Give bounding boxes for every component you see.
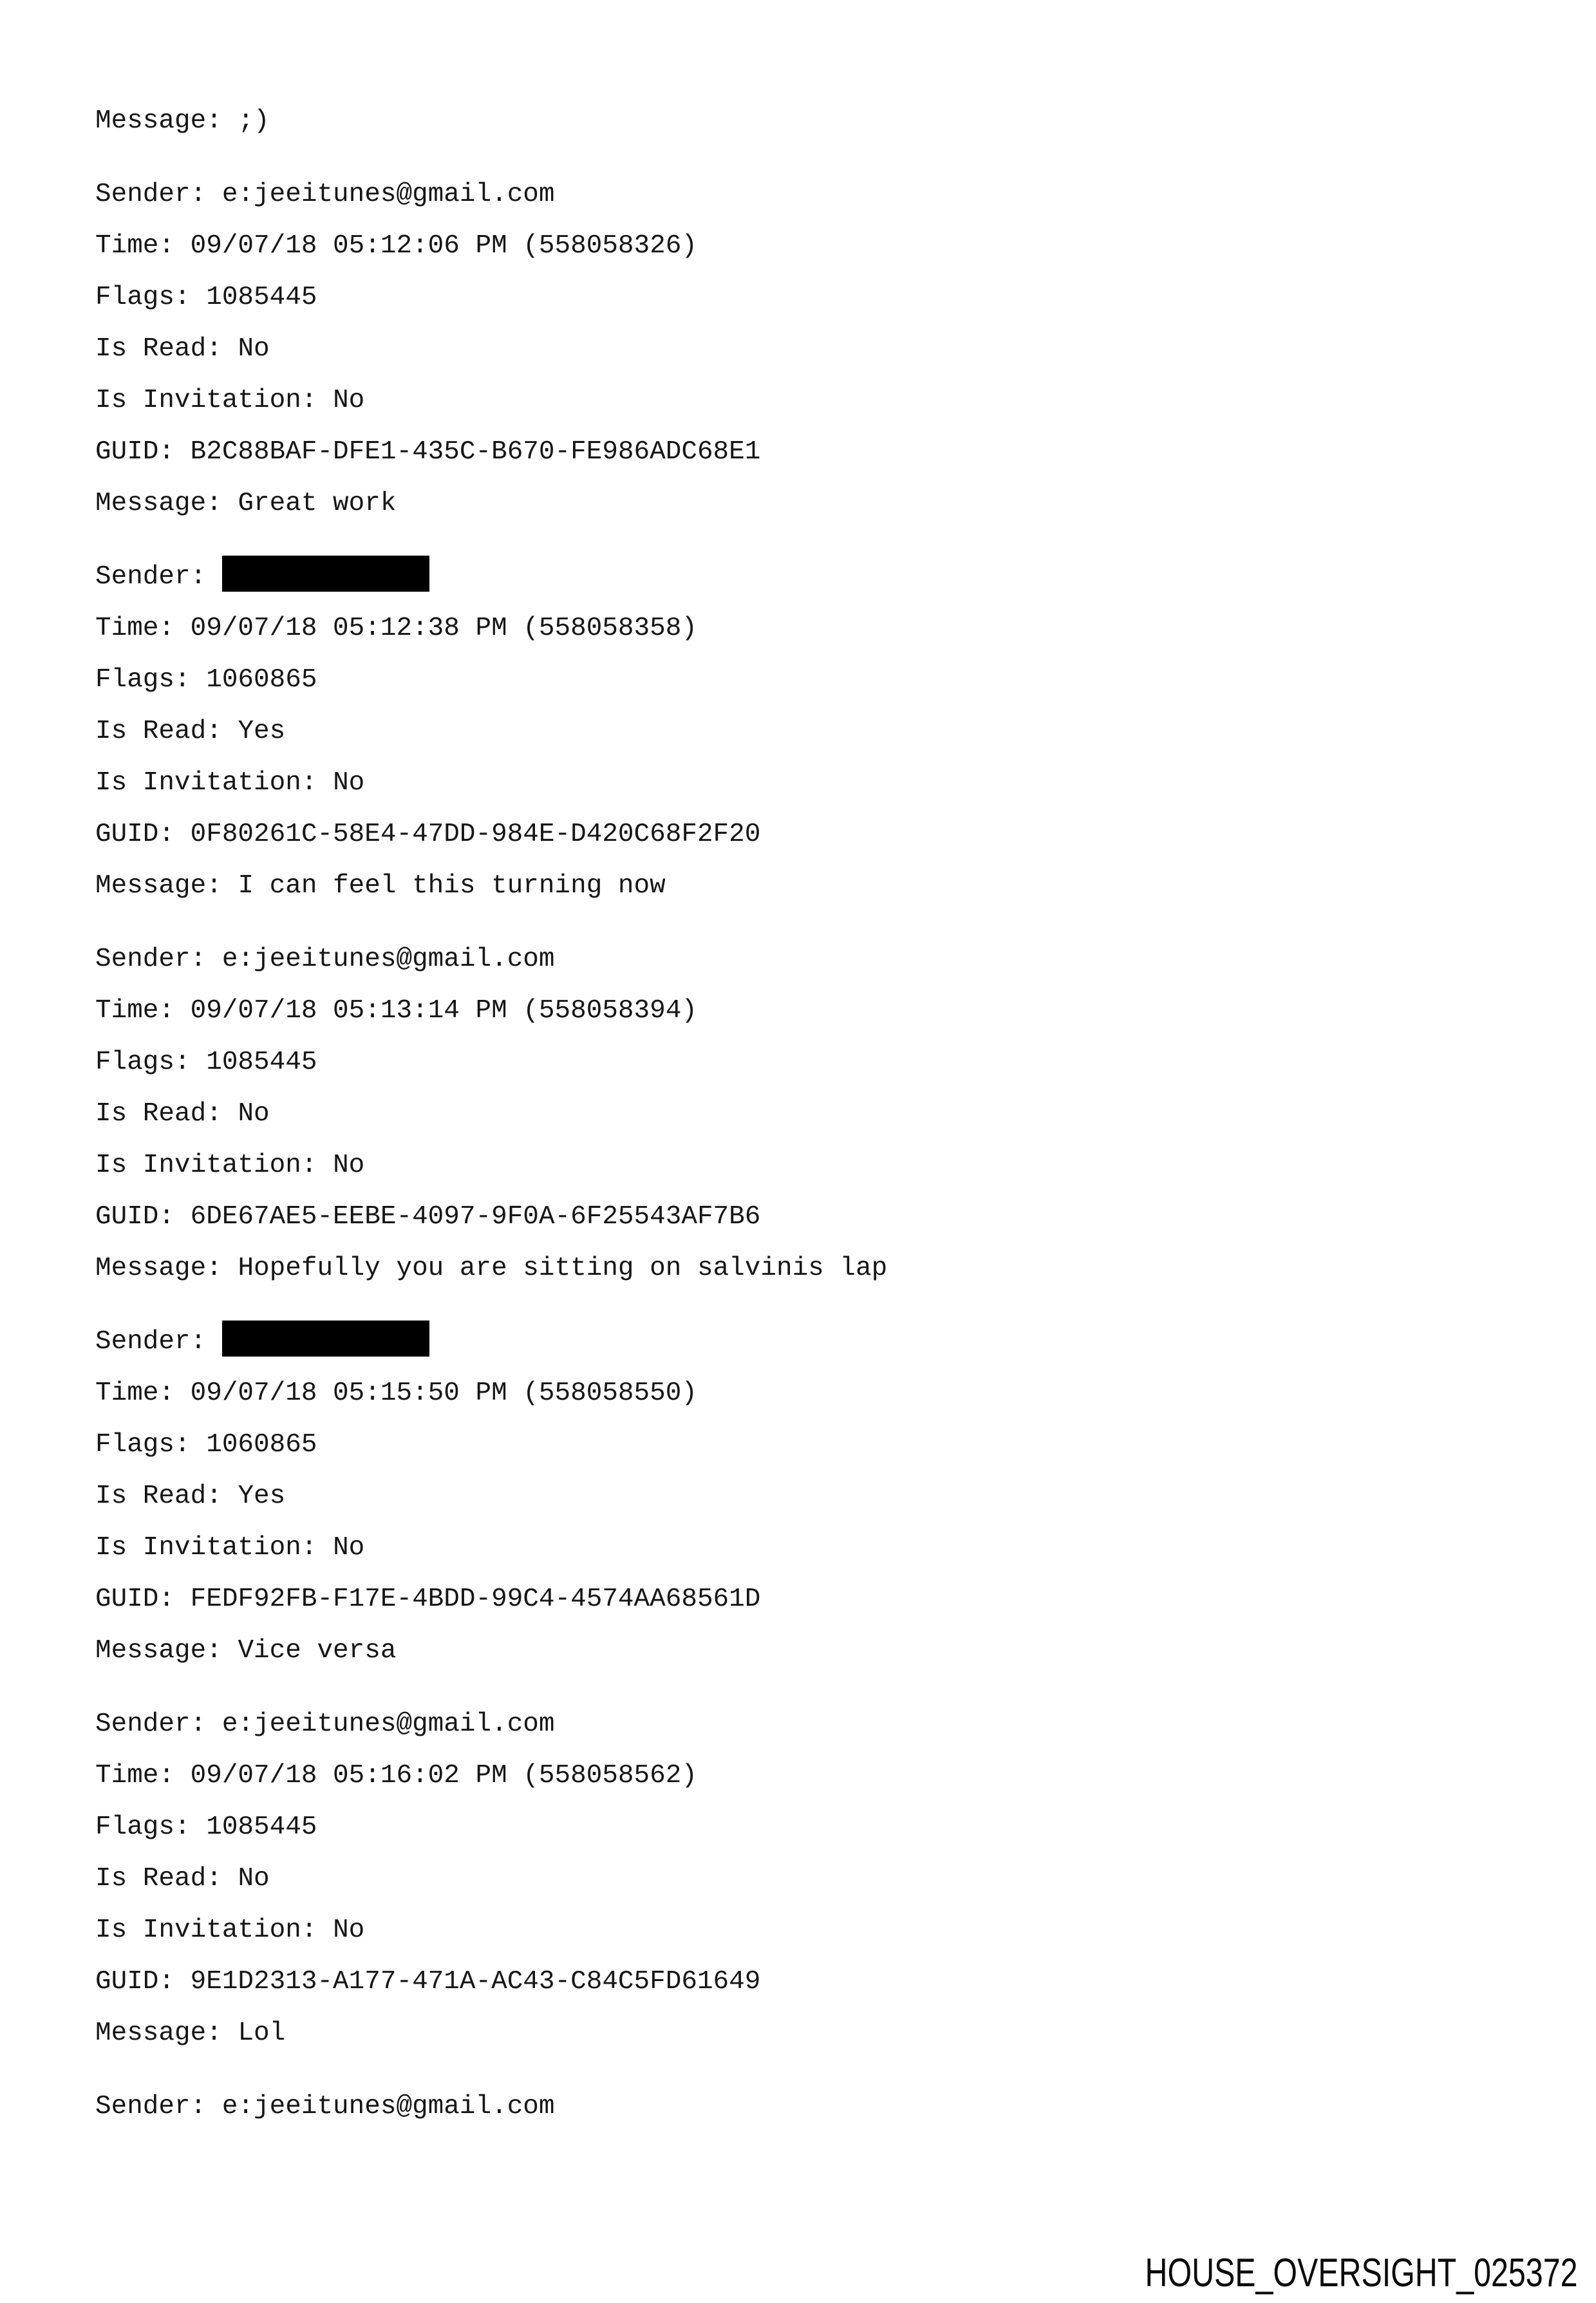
guid-label: GUID: bbox=[95, 437, 175, 467]
sender-line bbox=[95, 934, 887, 985]
guid-label: GUID: bbox=[95, 1967, 175, 1997]
time-label: Time: bbox=[95, 1378, 175, 1408]
guid-label: GUID: bbox=[95, 1202, 175, 1232]
partial-record-bottom bbox=[95, 2081, 887, 2132]
sender-line bbox=[95, 551, 887, 603]
guid-label: GUID: bbox=[95, 1584, 175, 1614]
flags-line bbox=[95, 654, 887, 706]
guid-line bbox=[95, 426, 887, 478]
message-record bbox=[95, 551, 887, 912]
message-label: Message: bbox=[95, 2018, 222, 2048]
sender-value: e:jeeitunes@gmail.com bbox=[221, 180, 555, 209]
redaction-bar bbox=[222, 556, 429, 592]
is-invitation-label: Is Invitation: bbox=[95, 1915, 317, 1945]
message-value: Hopefully you are sitting on salvinis lap bbox=[238, 1254, 888, 1283]
time-label: Time: bbox=[95, 996, 175, 1026]
guid-value: 9E1D2313-A177-471A-AC43-C84C5FD61649 bbox=[190, 1967, 761, 1997]
is-invitation-label: Is Invitation: bbox=[95, 1533, 317, 1563]
is-invitation-line bbox=[95, 1140, 887, 1191]
message-line bbox=[95, 860, 887, 912]
flags-line bbox=[95, 1801, 887, 1853]
message-value: ;) bbox=[238, 106, 270, 136]
time-value: 09/07/18 05:15:50 PM (558058550) bbox=[190, 1378, 697, 1408]
is-invitation-value: No bbox=[333, 768, 365, 798]
sender-label: Sender: bbox=[95, 945, 207, 974]
flags-label: Flags: bbox=[95, 1048, 191, 1077]
flags-line bbox=[95, 1419, 887, 1471]
is-invitation-value: No bbox=[333, 1151, 365, 1180]
is-invitation-label: Is Invitation: bbox=[95, 768, 317, 798]
message-label: Message: bbox=[95, 489, 222, 518]
is-read-line bbox=[95, 1853, 887, 1904]
is-read-line bbox=[95, 323, 887, 375]
time-line bbox=[95, 603, 887, 654]
time-value: 09/07/18 05:13:14 PM (558058394) bbox=[190, 996, 697, 1026]
guid-line bbox=[95, 1574, 887, 1625]
flags-value: 1060865 bbox=[206, 665, 317, 695]
is-invitation-value: No bbox=[333, 1533, 365, 1563]
time-line bbox=[95, 1750, 887, 1801]
flags-value: 1085445 bbox=[206, 1048, 317, 1077]
guid-line bbox=[95, 1191, 887, 1243]
message-label: Message: bbox=[95, 1254, 222, 1283]
guid-value: 6DE67AE5-EEBE-4097-9F0A-6F25543AF7B6 bbox=[190, 1202, 761, 1232]
time-value: 09/07/18 05:12:38 PM (558058358) bbox=[190, 614, 697, 643]
message-record bbox=[95, 169, 887, 529]
time-label: Time: bbox=[95, 614, 175, 643]
is-read-line bbox=[95, 706, 887, 757]
time-line bbox=[95, 985, 887, 1037]
flags-value: 1060865 bbox=[206, 1430, 317, 1460]
is-read-label: Is Read: bbox=[95, 717, 222, 746]
is-invitation-label: Is Invitation: bbox=[95, 386, 317, 415]
message-line bbox=[95, 95, 887, 147]
guid-line bbox=[95, 809, 887, 860]
sender-label: Sender: bbox=[95, 2092, 207, 2121]
message-value: Vice versa bbox=[238, 1636, 397, 1666]
sender-line bbox=[95, 1316, 887, 1368]
message-value: I can feel this turning now bbox=[238, 871, 666, 901]
message-line bbox=[95, 478, 887, 529]
message-label: Message: bbox=[95, 106, 222, 136]
is-read-label: Is Read: bbox=[95, 1099, 222, 1129]
message-line bbox=[95, 1625, 887, 1677]
is-invitation-line bbox=[95, 1904, 887, 1956]
flags-line bbox=[95, 272, 887, 323]
flags-label: Flags: bbox=[95, 1430, 191, 1460]
sender-value: e:jeeitunes@gmail.com bbox=[221, 2092, 555, 2121]
is-read-value: No bbox=[238, 334, 270, 364]
sender-value: e:jeeitunes@gmail.com bbox=[221, 945, 555, 974]
flags-line bbox=[95, 1037, 887, 1088]
is-read-label: Is Read: bbox=[95, 334, 222, 364]
message-log bbox=[95, 95, 887, 2132]
message-record bbox=[95, 1698, 887, 2059]
is-read-value: No bbox=[238, 1864, 270, 1894]
time-value: 09/07/18 05:16:02 PM (558058562) bbox=[190, 1761, 697, 1791]
sender-label: Sender: bbox=[95, 180, 207, 209]
sender-label: Sender: bbox=[95, 1327, 207, 1357]
message-line bbox=[95, 2007, 887, 2059]
sender-line bbox=[95, 169, 887, 220]
sender-line bbox=[95, 2081, 887, 2132]
guid-value: FEDF92FB-F17E-4BDD-99C4-4574AA68561D bbox=[190, 1584, 761, 1614]
message-label: Message: bbox=[95, 1636, 222, 1666]
is-read-value: Yes bbox=[238, 717, 286, 746]
time-line bbox=[95, 1368, 887, 1419]
is-invitation-value: No bbox=[333, 1915, 365, 1945]
flags-value: 1085445 bbox=[206, 283, 317, 312]
is-read-value: No bbox=[238, 1099, 270, 1129]
is-read-line bbox=[95, 1088, 887, 1140]
bates-number: HOUSE_OVERSIGHT_025372 bbox=[1145, 2251, 1577, 2295]
is-invitation-value: No bbox=[333, 386, 365, 415]
is-invitation-line bbox=[95, 757, 887, 809]
sender-label: Sender: bbox=[95, 562, 207, 592]
is-invitation-line bbox=[95, 1522, 887, 1574]
flags-value: 1085445 bbox=[206, 1812, 317, 1842]
message-label: Message: bbox=[95, 871, 222, 901]
is-invitation-label: Is Invitation: bbox=[95, 1151, 317, 1180]
guid-value: B2C88BAF-DFE1-435C-B670-FE986ADC68E1 bbox=[190, 437, 761, 467]
sender-line bbox=[95, 1698, 887, 1750]
time-label: Time: bbox=[95, 1761, 175, 1791]
message-record bbox=[95, 934, 887, 1294]
guid-line bbox=[95, 1956, 887, 2007]
flags-label: Flags: bbox=[95, 1812, 191, 1842]
message-line bbox=[95, 1243, 887, 1294]
message-value: Lol bbox=[238, 2018, 286, 2048]
time-line bbox=[95, 220, 887, 272]
time-label: Time: bbox=[95, 231, 175, 261]
flags-label: Flags: bbox=[95, 665, 191, 695]
is-read-value: Yes bbox=[238, 1481, 286, 1511]
partial-record-top bbox=[95, 95, 887, 147]
guid-label: GUID: bbox=[95, 820, 175, 849]
message-record bbox=[95, 1316, 887, 1677]
sender-label: Sender: bbox=[95, 1709, 207, 1739]
flags-label: Flags: bbox=[95, 283, 191, 312]
is-read-label: Is Read: bbox=[95, 1481, 222, 1511]
sender-value: e:jeeitunes@gmail.com bbox=[221, 1709, 555, 1739]
is-read-label: Is Read: bbox=[95, 1864, 222, 1894]
message-value: Great work bbox=[238, 489, 397, 518]
is-read-line bbox=[95, 1471, 887, 1522]
time-value: 09/07/18 05:12:06 PM (558058326) bbox=[190, 231, 697, 261]
is-invitation-line bbox=[95, 375, 887, 426]
guid-value: 0F80261C-58E4-47DD-984E-D420C68F2F20 bbox=[190, 820, 761, 849]
redaction-bar bbox=[222, 1321, 429, 1357]
